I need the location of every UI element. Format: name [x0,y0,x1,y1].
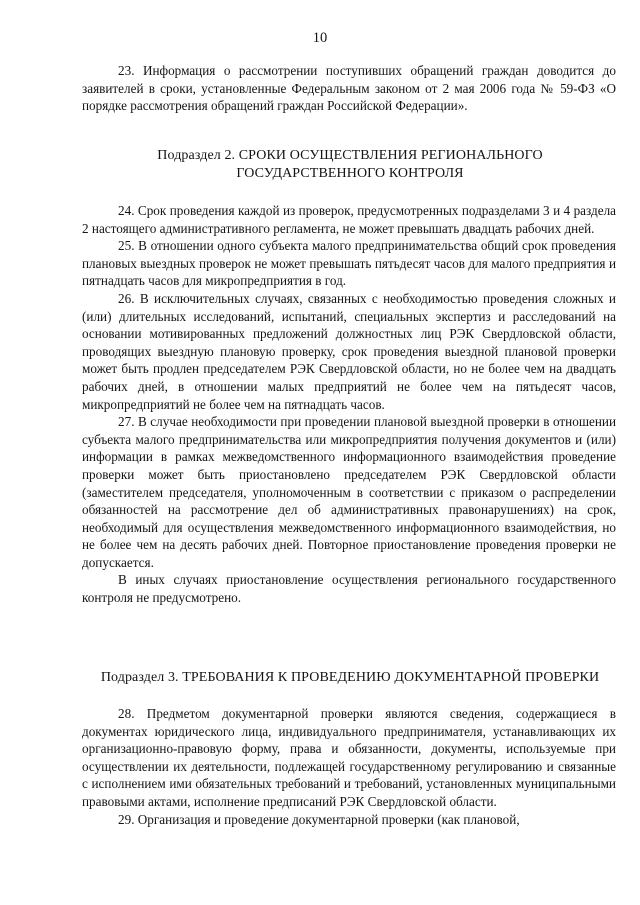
subsection-2-heading [70,147,630,183]
subsection-2-body [82,202,616,607]
subsection-3-body [82,705,616,828]
intro-block [82,62,616,115]
paragraph-28: 28. Предметом документарной проверки являются сведения, содержащиеся в документах юридического лица, индивидуального предпринимателя, устанавливающих их организационно-правовую форму, права и обязанности, документы, используемые при осуществлении их деятельности, подлежащей государственному регулированию и связанные с исполнением ими обязательных требований и требований, установленных муниципальными правовыми актами, исполнение предписаний РЭК Свердловской области. [82,706,616,809]
paragraph-29: 29. Организация и проведение документарной проверки (как плановой, [118,811,520,827]
subsection-3-heading: Подраздел 3. ТРЕБОВАНИЯ К ПРОВЕДЕНИЮ ДОКУМЕНТАРНОЙ ПРОВЕРКИ [100,670,600,685]
paragraph-27-continuation: В иных случаях приостановление осуществления регионального государственного контроля не предусмотрено. [82,572,616,606]
paragraph-23: 23. Информация о рассмотрении поступивших обращений граждан доводится до заявителей в сроки, установленные Федеральным законом от 2 мая 2006 года № 59-ФЗ «О порядке рассмотрения обращений граждан Российской Федерации». [82,63,616,114]
page-number: 10 [312,30,328,46]
subsection-2-heading-line2: ГОСУДАРСТВЕННОГО КОНТРОЛЯ [236,166,464,181]
subsection-2-heading-line1: Подраздел 2. СРОКИ ОСУЩЕСТВЛЕНИЯ РЕГИОНАЛЬНОГО [157,148,543,163]
paragraph-24: 24. Срок проведения каждой из проверок, предусмотренных подразделами 3 и 4 раздела 2 настоящего административного регламента, не может превышать двадцать рабочих дней. [82,203,616,236]
paragraph-25: 25. В отношении одного субъекта малого предпринимательства общий срок проведения плановых выездных проверок не может превышать пятьдесят часов для малого предприятия и пятнадцать часов для микропредприятия в год. [82,238,616,289]
paragraph-26: 26. В исключительных случаях, связанных с необходимостью проведения сложных и (или) длительных исследований, испытаний, специальных экспертиз и расследований на основании мотивированных предложений должностных лиц РЭК Свердловской области, проводящих выездную плановую проверку, срок проведения выездной плановой проверки может быть продлен председателем РЭК Свердловской области, но не более чем на двадцать рабочих дней, в отношении малых предприятий не более чем на пятьдесят часов, микропредприятий не более чем на пятнадцать часов. [82,290,616,412]
paragraph-27: 27. В случае необходимости при проведении плановой выездной проверки в отношении субъекта малого предпринимательства или микропредприятия получения документов и (или) информации в рамках межведомственного информационного взаимодействия проведение проверки может быть приостановлено председателем РЭК Свердловской области (заместителем председателя, уполномоченным в соответствии с приказом о распределении обязанностей на рассмотрение дел об административных правонарушениях) на срок, необходимый для осуществления межведомственного информационного взаимодействия, но не более чем на десять рабочих дней. Повторное приостановление проведения проверки не допускается. [82,414,616,570]
